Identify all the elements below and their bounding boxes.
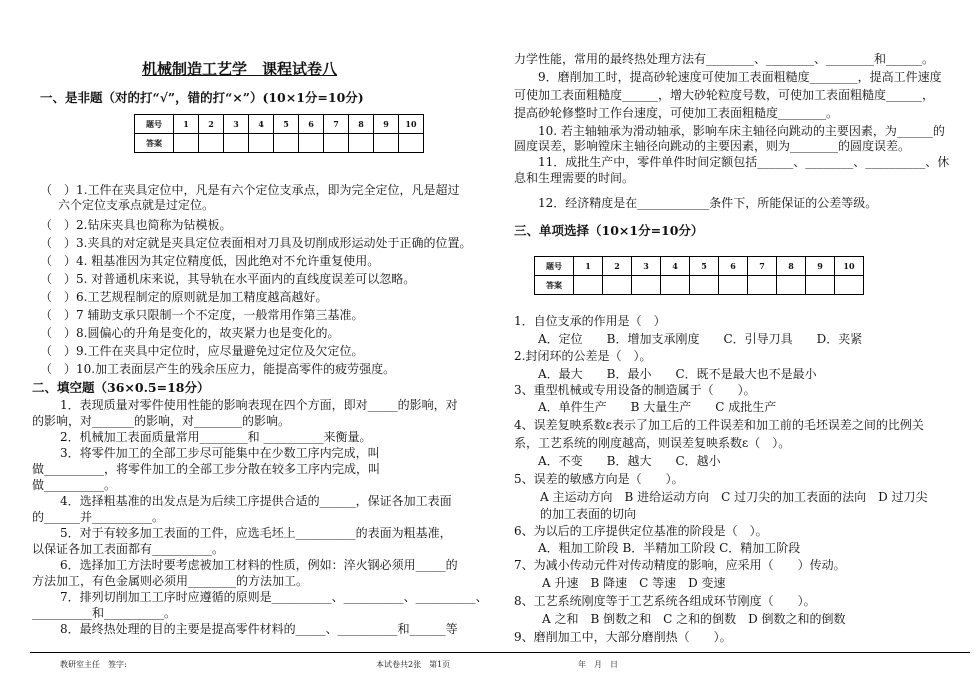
mc-option: A．定位 B．增加支承刚度 C．引导刀具 D．夹紧 [538,332,863,346]
answer-table-1 [134,114,424,153]
answer-cell[interactable] [835,276,864,295]
fill-item: 5．对于有较多加工表面的工件，应选毛坯上__________的表面为粗基准， [60,526,452,540]
fill-item: 圆度误差，影响镗床主轴径向跳动的主要因素，则为________的圆度误差。 [514,139,911,153]
table-cell: 6 [719,257,748,276]
fill-item: 8．最终热处理的目的主要是提高零件材料的_____、__________和______等 [60,622,458,636]
fill-item: 息和生理需要的时间。 [514,171,635,185]
table-cell: 10 [835,257,864,276]
mc-item: 8、工艺系统刚度等于工艺系统各组成环节刚度（ ）。 [514,594,816,608]
tf-item: （ ）9.工件在夹具中定位时，应尽量避免过定位及欠定位。 [40,344,364,358]
table-cell: 5 [274,115,299,134]
mc-item: 4、误差复映系数ε表示了加工后的工件误差和加工前的毛坯误差之间的比例关 [514,418,924,432]
fill-item: 2．机械加工表面质量常用________和 __________来衡量。 [60,430,372,444]
answer-cell[interactable] [690,276,719,295]
answer-cell[interactable] [199,134,224,153]
table-cell: 1 [174,115,199,134]
tf-item: （ ）2.钻床夹具也简称为钻模板。 [40,218,232,232]
fill-item: 做__________。 [32,478,117,492]
section1-title: 一、是非题（对的打“√”，错的打“×”）(10×1分=10分) [40,90,364,105]
mc-item: 6、为以后的工序提供定位基准的阶段是（ ）。 [514,524,768,538]
tf-item: （ ）3.夹具的对定就是夹具定位表面相对刀具及切削成形运动处于正确的位置。 [40,236,472,250]
fill-item: 提高砂轮修整时工作台速度，可使加工表面粗糙度________。 [514,106,839,120]
table-row [135,134,424,153]
answer-cell[interactable] [174,134,199,153]
table-cell: 10 [399,115,424,134]
fill-item: 9．磨削加工时，提高砂轮速度可使加工表面粗糙度________，提高工件速度 [538,70,942,84]
fill-item: 以保证各加工表面都有__________。 [32,542,225,556]
table-cell: 7 [748,257,777,276]
table-cell: 1 [574,257,603,276]
fill-item: 力学性能，常用的最终热处理方法有________、________、________和______。 [514,52,935,66]
answer-cell[interactable] [224,134,249,153]
mc-item: 系，工艺系统的刚度越高，则误差复映系数ε（ ）。 [514,436,791,450]
answer-cell[interactable] [748,276,777,295]
fill-item: 4．选择粗基准的出发点是为后续工序提供合适的______，保证各加工表面 [60,494,452,508]
answer-cell[interactable] [632,276,661,295]
tf-item: （ ）4. 粗基准因为其定位精度低，因此绝对不允许重复使用。 [40,254,380,268]
fill-item: 7．排列切削加工工序时应遵循的原则是__________、__________、__________、 [60,590,488,604]
fill-item: 3．将零件加工的全部工步尽可能集中在少数工序内完成，叫 [60,446,380,460]
answer-table-2 [534,256,864,295]
answer-cell[interactable] [574,276,603,295]
fill-item: 10. 若主轴轴承为滑动轴承，影响车床主轴径向跳动的主要因素，为______的 [538,124,945,138]
table-cell: 3 [632,257,661,276]
tf-item: （ ）7 辅助支承只限制一个不定度，一般常用作第三基准。 [40,308,364,322]
fill-item: 1．表现质量对零件使用性能的影响表现在四个方面，即对_____的影响，对 [60,398,458,412]
answer-cell[interactable] [806,276,835,295]
page-footer [30,652,970,669]
answer-cell[interactable] [274,134,299,153]
footer-page-info: 本试卷共2张 第1页 [376,660,451,669]
answer-cell[interactable] [777,276,806,295]
mc-option: A．粗加工阶段 B．半精加工阶段 C．精加工阶段 [538,541,801,555]
answer-cell[interactable] [661,276,690,295]
table-cell: 2 [199,115,224,134]
section3-title: 三、单项选择（10×1分=10分） [514,223,704,238]
table-header-cell: 答案 [535,276,574,295]
table-header-cell: 题号 [135,115,174,134]
tf-item: （ ）8.圆偏心的升角是变化的，故夹紧力也是变化的。 [40,326,340,340]
answer-cell[interactable] [324,134,349,153]
answer-cell[interactable] [349,134,374,153]
mc-item: 5、误差的敏感方向是（ ）。 [514,472,684,486]
answer-cell[interactable] [249,134,274,153]
table-cell: 8 [777,257,806,276]
fill-item: 6．选择加工方法时要考虑被加工材料的性质，例如：淬火钢必须用_____的 [60,558,458,572]
fill-item: 的影响，对_______的影响，对________的影响。 [32,414,291,428]
fill-item: 做__________，将零件加工的全部工步分散在较多工序内完成，叫 [32,462,381,476]
answer-cell[interactable] [603,276,632,295]
answer-cell[interactable] [299,134,324,153]
tf-item: （ ）5. 对普通机床来说，其导轨在水平面内的直线度误差可以忽略。 [40,272,416,286]
fill-item: 可使加工表面粗糙度______，增大砂轮粒度号数，可使加工表面粗糙度______， [514,88,935,102]
answer-cell[interactable] [399,134,424,153]
tf-item: （ ）10.加工表面层产生的残余压应力，能提高零件的疲劳强度。 [40,362,396,376]
mc-item: 3、重型机械或专用设备的制造属于（ ）。 [514,383,756,397]
table-header-cell: 答案 [135,134,174,153]
mc-option: 的加工表面的切向 [540,507,637,521]
table-cell: 4 [661,257,690,276]
answer-cell[interactable] [374,134,399,153]
table-cell: 8 [349,115,374,134]
footer-date: 年 月 日 [578,660,618,669]
section2-title: 二、填空题（36×0.5=18分） [32,380,210,395]
table-cell: 5 [690,257,719,276]
table-cell: 2 [603,257,632,276]
mc-option: A 升速 B 降速 C 等速 D 变速 [542,576,726,590]
mc-option: A 之和 B 倒数之和 C 之和的倒数 D 倒数之和的倒数 [542,612,846,626]
exam-title: 机械制造工艺学 课程试卷八 [142,60,338,78]
table-cell: 4 [249,115,274,134]
answer-cell[interactable] [719,276,748,295]
table-cell: 6 [299,115,324,134]
table-cell: 9 [374,115,399,134]
tf-item: （ ）1.工件在夹具定位中，凡是有六个定位支承点，即为完全定位，凡是超过 [40,183,460,197]
table-header-cell: 题号 [535,257,574,276]
fill-item: 11．成批生产中，零件单件时间定额包括______、________、__________、休 [538,155,950,169]
fill-item: 12．经济精度是在____________条件下，所能保证的公差等级。 [538,196,878,210]
tf-item: （ ）6.工艺规程制定的原则就是加工精度越高越好。 [40,290,328,304]
fill-item: __________和__________。 [32,606,177,620]
table-cell: 7 [324,115,349,134]
footer-signature-label: 教研室主任 签字: [60,660,127,669]
mc-option: A．不变 B．越大 C．越小 [538,454,721,468]
mc-option: A．最大 B．最小 C．既不是最大也不是最小 [538,367,817,381]
mc-option: A 主运动方向 B 进给运动方向 C 过刀尖的加工表面的法向 D 过刀尖 [540,490,928,504]
fill-item: 的______并__________。 [32,510,165,524]
mc-option: A．单件生产 B 大量生产 C 成批生产 [538,400,777,414]
mc-item: 1．自位支承的作用是（ ） [514,314,666,328]
mc-item: 7、为减小传动元件对传动精度的影响，应采用（ ）传动。 [514,558,846,572]
fill-item: 方法加工，有色金属则必须用________的方法加工。 [32,574,309,588]
table-cell: 3 [224,115,249,134]
tf-item: 六个定位支承点就是过定位。 [58,198,215,212]
table-cell: 9 [806,257,835,276]
table-row [135,115,424,134]
table-row [535,276,864,295]
table-row [535,257,864,276]
mc-item: 2.封闭环的公差是（ ）。 [514,349,652,363]
mc-item: 9、磨削加工中，大部分磨削热（ ）。 [514,630,732,644]
